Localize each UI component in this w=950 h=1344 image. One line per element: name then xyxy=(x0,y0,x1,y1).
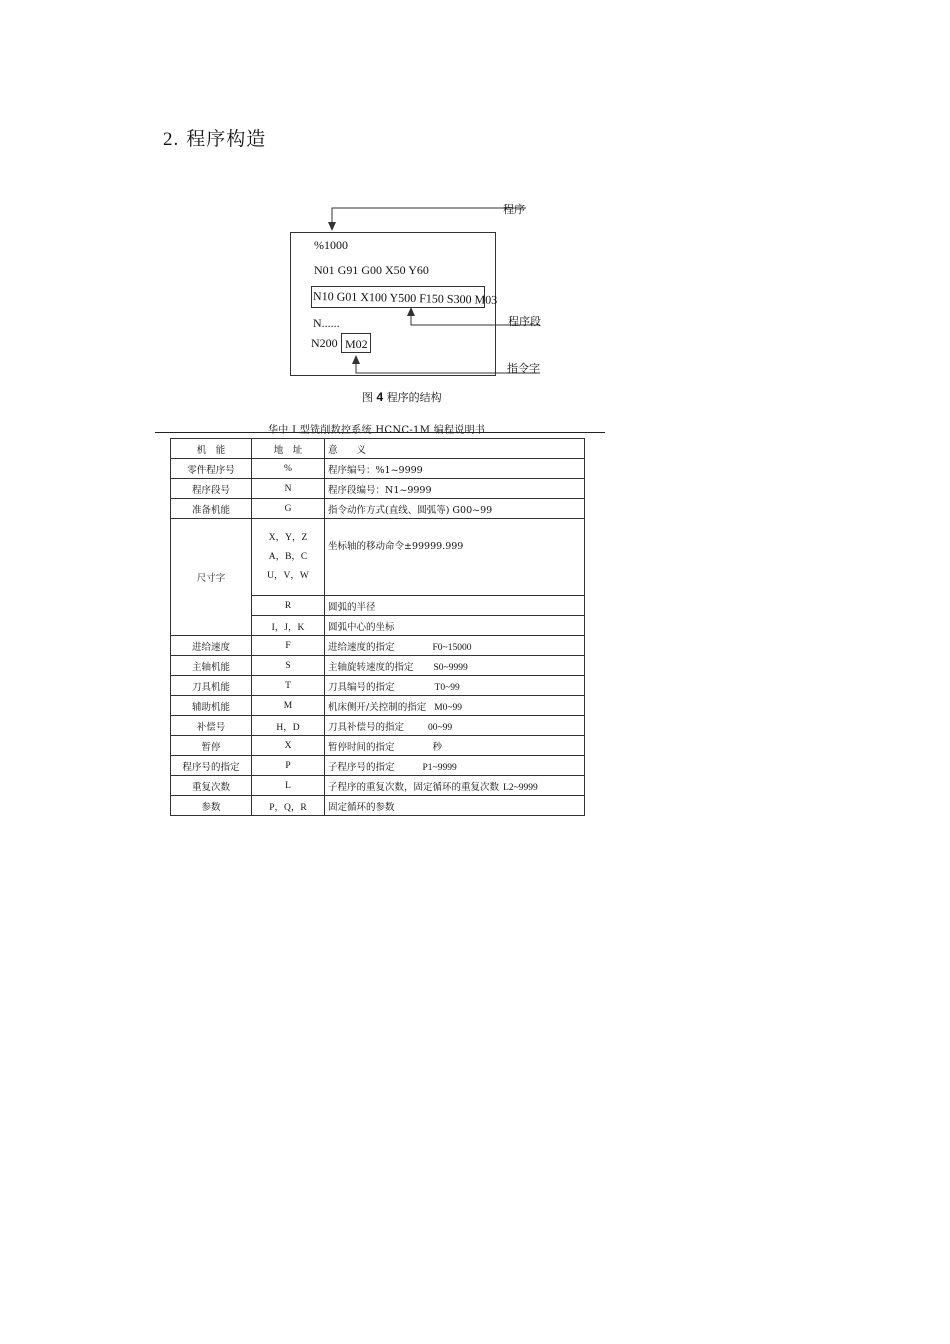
row-address: P，Q，R xyxy=(252,796,325,816)
meaning-value: P1~9999 xyxy=(422,762,457,773)
meaning-value: 秒 xyxy=(432,742,443,753)
program-number-line: %1000 xyxy=(314,238,348,252)
block-line-n200: N200 xyxy=(311,336,338,350)
section-number: 2. xyxy=(163,129,180,150)
row-function: 进给速度 xyxy=(171,636,252,656)
figure-caption xyxy=(362,389,442,405)
dimension-row xyxy=(171,519,585,596)
row-function: 主轴机能 xyxy=(171,656,252,676)
row-function: 辅助机能 xyxy=(171,696,252,716)
row-address: L xyxy=(252,776,325,796)
row-function: 参数 xyxy=(171,796,252,816)
meaning-value: S0~9999 xyxy=(433,662,468,673)
dimension-function: 尺寸字 xyxy=(171,519,252,636)
table-row xyxy=(171,479,585,499)
dimension-address: U，V，W xyxy=(267,570,309,581)
meaning-text: 进给速度的指定 xyxy=(328,641,395,653)
row-meaning xyxy=(325,656,585,676)
table-row xyxy=(171,796,585,816)
table-row xyxy=(171,736,585,756)
meaning-text: 刀具编号的指定 xyxy=(328,681,395,693)
row-address: I，J，K xyxy=(252,616,325,636)
table-row xyxy=(171,499,585,519)
row-function: 准备机能 xyxy=(171,499,252,519)
row-meaning xyxy=(325,676,585,696)
row-meaning: 程序编号：%1~9999 xyxy=(325,459,585,479)
word-m02: M02 xyxy=(345,337,368,351)
row-meaning xyxy=(325,636,585,656)
dimension-address: X，Y，Z xyxy=(268,532,308,543)
row-address: M xyxy=(252,696,325,716)
meaning-text: 子程序的重复次数，固定循环的重复次数 xyxy=(328,781,500,793)
caption-number: 4 xyxy=(376,390,384,404)
caption-text: 程序的结构 xyxy=(386,391,442,404)
meaning-text: 刀具补偿号的指定 xyxy=(328,721,405,733)
table-row xyxy=(171,636,585,656)
meaning-value: 00~99 xyxy=(428,722,453,733)
row-meaning: 指令动作方式(直线、圆弧等) G00~99 xyxy=(325,499,585,519)
block-line-ellipsis: N...... xyxy=(313,316,340,330)
row-function: 程序段号 xyxy=(171,479,252,499)
title-rule xyxy=(155,432,605,433)
row-meaning: 圆弧的半径 xyxy=(325,596,585,616)
header-function: 机 能 xyxy=(171,439,252,459)
callout-program: 程序 xyxy=(503,203,525,216)
caption-prefix: 图 xyxy=(362,391,373,404)
row-address: H，D xyxy=(252,716,325,736)
row-function: 程序号的指定 xyxy=(171,756,252,776)
address-table xyxy=(170,438,585,816)
row-function: 零件程序号 xyxy=(171,459,252,479)
table-row xyxy=(171,696,585,716)
header-address: 地 址 xyxy=(252,439,325,459)
row-address: X xyxy=(252,736,325,756)
row-function: 重复次数 xyxy=(171,776,252,796)
row-meaning xyxy=(325,696,585,716)
block-line-n01: N01 G91 G00 X50 Y60 xyxy=(314,263,429,277)
row-meaning: 圆弧中心的坐标 xyxy=(325,616,585,636)
row-meaning xyxy=(325,756,585,776)
table-row xyxy=(171,716,585,736)
callout-block: 程序段 xyxy=(508,315,541,328)
block-line-n10: N10 G01 X100 Y500 F150 S300 M03 xyxy=(312,289,498,307)
row-meaning xyxy=(325,716,585,736)
table-header-row xyxy=(171,439,585,459)
table-row xyxy=(171,776,585,796)
manual-title: 华中 I 型铣削数控系统 HCNC-1M 编程说明书 xyxy=(268,425,486,436)
row-function: 刀具机能 xyxy=(171,676,252,696)
row-meaning xyxy=(325,776,585,796)
row-address: P xyxy=(252,756,325,776)
row-function: 补偿号 xyxy=(171,716,252,736)
dimension-address: A，B，C xyxy=(268,551,308,562)
table-row xyxy=(171,756,585,776)
meaning-value: F0~15000 xyxy=(432,642,472,653)
meaning-text: 暂停时间的指定 xyxy=(328,741,395,753)
meaning-value: M0~99 xyxy=(434,702,463,713)
meaning-value: L2~9999 xyxy=(503,782,538,793)
row-function: 暂停 xyxy=(171,736,252,756)
row-meaning xyxy=(325,736,585,756)
meaning-value: T0~99 xyxy=(434,682,460,693)
meaning-text: 机床侧开/关控制的指定 xyxy=(328,701,427,713)
meaning-text: 主轴旋转速度的指定 xyxy=(328,661,414,673)
row-meaning: 固定循环的参数 xyxy=(325,796,585,816)
dimension-addresses xyxy=(252,519,325,596)
dimension-meaning: 坐标轴的移动命令±99999.999 xyxy=(325,519,585,596)
row-address: G xyxy=(252,499,325,519)
table-row xyxy=(171,459,585,479)
section-title: 程序构造 xyxy=(186,128,267,150)
program-arrow-head xyxy=(328,222,336,231)
row-meaning: 程序段编号：N1~9999 xyxy=(325,479,585,499)
table-row xyxy=(171,656,585,676)
row-address: R xyxy=(252,596,325,616)
program-arrow-line xyxy=(332,208,526,225)
row-address: T xyxy=(252,676,325,696)
table-row xyxy=(171,676,585,696)
meaning-text: 子程序号的指定 xyxy=(328,761,395,773)
header-meaning: 意 义 xyxy=(325,439,585,459)
row-address: % xyxy=(252,459,325,479)
row-address: S xyxy=(252,656,325,676)
row-address: F xyxy=(252,636,325,656)
callout-word: 指令字 xyxy=(507,362,540,375)
row-address: N xyxy=(252,479,325,499)
